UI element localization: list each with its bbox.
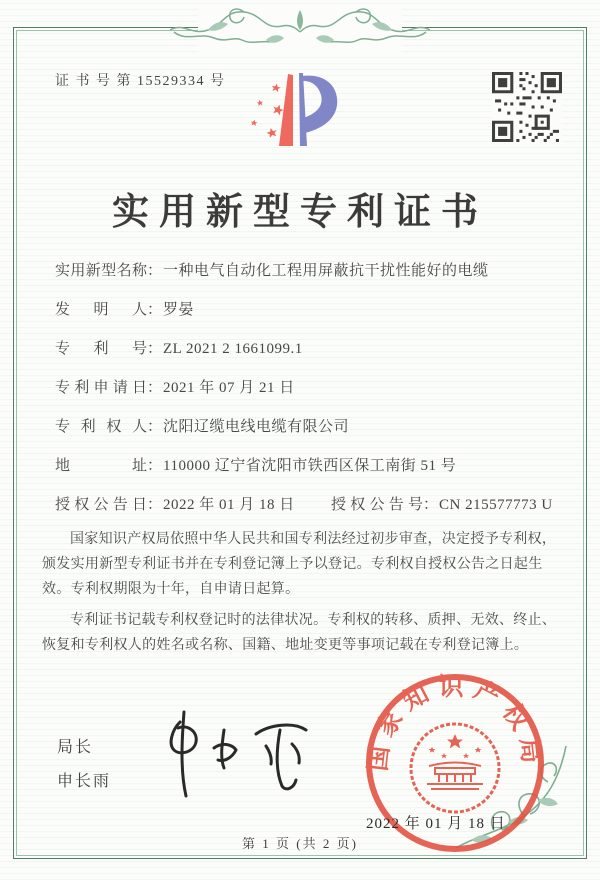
colon: ：: [147, 458, 163, 474]
field-value: 罗晏: [163, 302, 195, 318]
field-row-address: [55, 454, 562, 476]
field-label: 授权公告号: [331, 497, 423, 513]
field-value: 2022 年 01 月 18 日: [163, 497, 295, 513]
paragraph: 专利证书记载专利权登记时的法律状况。专利权的转移、质押、无效、终止、恢复和专利权人的姓名或名称、国籍、地址变更等事项记载在专利登记簿上。: [42, 613, 557, 653]
paragraph: 国家知识产权局依照中华人民共和国专利法经过初步审查，决定授予专利权，颁发实用新型专利证书并在专利登记簿上予以登记。专利权自授权公告之日起生效。专利权期限为十年，自申请日起算。: [42, 532, 557, 597]
cnipa-patent-logo: [233, 68, 365, 176]
colon: ：: [147, 419, 163, 435]
field-row-grant: [55, 493, 562, 515]
field-row-filing-date: [55, 376, 562, 398]
legal-text: [42, 527, 560, 664]
field-label: 专利权人: [55, 419, 147, 435]
field-row-patent-no: [55, 337, 562, 359]
signature-shen-changyu: [128, 700, 328, 805]
field-label: 实用新型名称: [55, 263, 147, 279]
field-label: 发明人: [55, 302, 147, 318]
officer-title: 局长: [57, 739, 94, 756]
seal-date: 2022 年 01 月 18 日: [366, 816, 506, 832]
field-label: 专利号: [55, 341, 147, 357]
field-value: 沈阳辽缆电线电缆有限公司: [163, 419, 350, 435]
page-footer: 第 1 页 (共 2 页): [242, 836, 358, 851]
field-label: 专利申请日: [55, 380, 147, 396]
certificate-title: 实用新型专利证书: [112, 192, 488, 233]
officer-name: 申长雨: [57, 773, 112, 790]
colon: ：: [147, 302, 163, 318]
certificate-number: 证 书 号 第 15529334 号: [55, 74, 226, 89]
officer-block: [57, 731, 111, 799]
seal-ring-text: 国家知识产权局: [364, 674, 546, 773]
field-value: ZL 2021 2 1661099.1: [163, 341, 303, 357]
top-flourish-ornament: [170, 2, 430, 58]
colon: ：: [147, 497, 163, 513]
field-label: 授权公告日: [55, 497, 147, 513]
colon: ：: [423, 497, 439, 513]
field-row-name: [55, 259, 562, 281]
colon: ：: [147, 380, 163, 396]
field-value: 2021 年 07 月 21 日: [163, 380, 295, 396]
field-row-inventor: [55, 298, 562, 320]
field-value: CN 215577773 U: [439, 497, 553, 513]
colon: ：: [147, 263, 163, 279]
field-list: [55, 259, 562, 532]
colon: ：: [147, 341, 163, 357]
field-value: 一种电气自动化工程用屏蔽抗干扰性能好的电缆: [163, 263, 489, 279]
qr-code: [492, 72, 562, 142]
field-value: 110000 辽宁省沈阳市铁西区保工南街 51 号: [163, 458, 457, 474]
field-label: 地址: [55, 458, 147, 474]
field-row-patentee: [55, 415, 562, 437]
